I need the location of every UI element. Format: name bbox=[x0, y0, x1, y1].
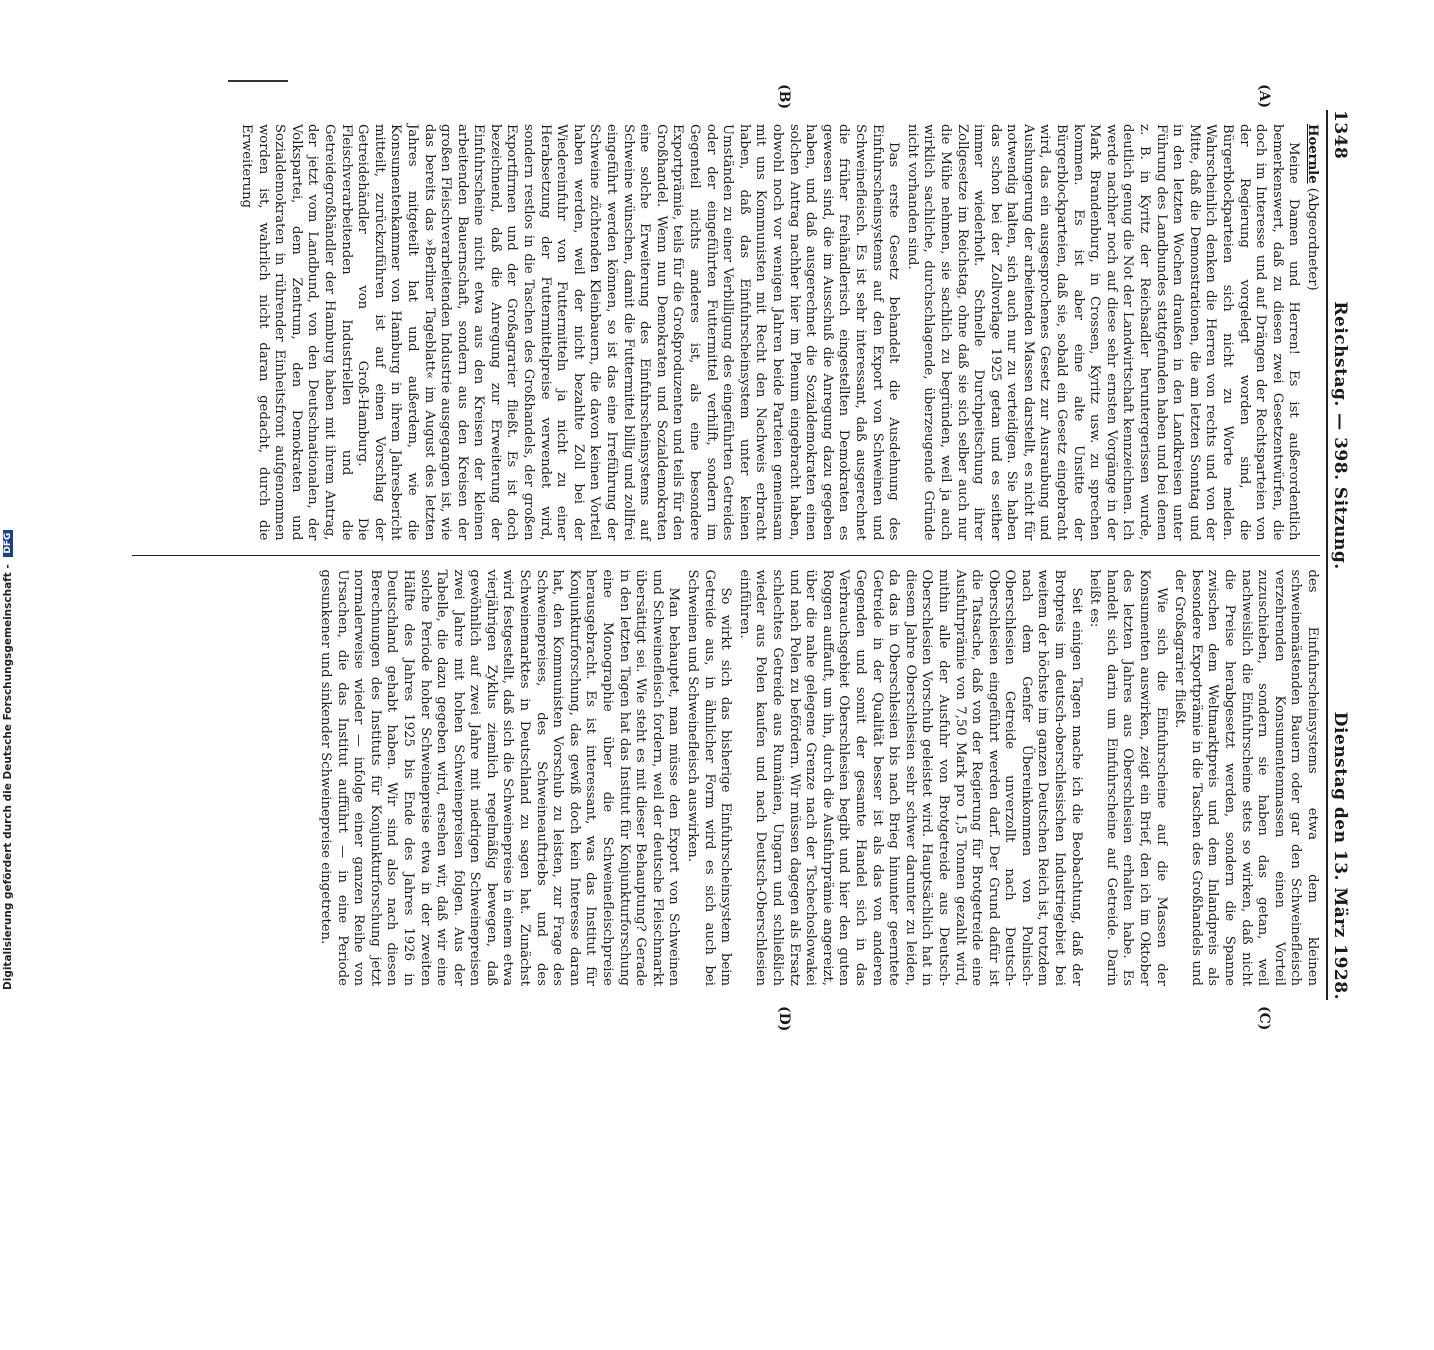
left-column bbox=[132, 110, 1320, 556]
right-paragraph-4: So wirkt sich das bisherige Einfuhrscheinsystem beim Getreide aus, in ähnlicher Form wird es sich auch bei Schweinen und Schweinefleisch auswirken. bbox=[685, 569, 734, 986]
digitization-credit bbox=[2, 0, 20, 1000]
right-paragraph-5: Man behauptet, man müsse den Export von Schweinen und Schweinefleisch fordern, weil der deutsche Fleischmarkt übersättigt sei. Wie steht es mit dieser Behauptung? Gerade in den letzten Tagen hat das Institut für Konjunkturforschung eine Monographie über die Schweinefleischpreise herausgebracht. Es ist interessant, was das Institut für Konjunkturforschung, das gewiß doch kein Interesse daran hat, den Kommunisten Vorschub zu leisten, zur Frage des Schweinepreises, des Schweineauftriebs und des Schweinemarktes in Deutschland zu sagen hat. Zunächst wird festgestellt, daß sich die Schweinepreise in einem etwa vierjährigen Zyklus ziemlich regelmäßig bewegen, daß gewöhnlich auf zwei Jahre mit niedrigen Schweinepreisen zwei Jahre mit hohen Schweinepreisen folgen. Aus der Tabelle, die dazu gegeben wird, ersehen wir, daß wir eine solche Periode hoher Schweinepreise etwa in der zweiten Hälfte des Jahres 1925 bis Ende des Jahres 1926 in Deutschland gehabt haben. Wir sind also nach diesen Berechnungen des Instituts für Konjunkturforschung jetzt normalerweise wieder — infolge einer ganzen Reihe von Ursachen, die das Institut aufführt — in eine Periode gesunkener und sinkender Schweinepreise eingetreten. bbox=[317, 569, 682, 986]
page-header bbox=[1326, 110, 1352, 1000]
right-paragraph-1: des Einfuhrscheinsystems etwa dem kleinen schweinemästenden Bauern oder gar den Schweinefleisch verzehrenden Konsumentenmassen einen Vorteil zuzuschieben, sondern sie haben das getan, weil nachweislich die Einfuhrscheine stets so wirken, daß nicht die Preise herabgesetzt werden, sondern die Spanne zwischen dem Weltmarktpreis und dem Inlandpreis als besondere Exportprämie in die Taschen des Großhandels und der Großagrarier fließt. bbox=[1172, 569, 1320, 986]
margin-mark-b: (B) bbox=[776, 84, 792, 110]
right-paragraph-2: Wie sich die Einfuhrscheine auf die Massen der Konsumenten auswirken, zeigt ein Brief, den ich im Oktober des letzten Jahres aus Oberschlesien erhalten habe. Es handelt sich darin um Einfuhrscheine auf Getreide. Darin heißt es: bbox=[1087, 569, 1169, 986]
pencil-mark bbox=[228, 80, 288, 82]
dfg-logo-icon: DFG bbox=[3, 530, 13, 557]
margin-mark-c: (C) bbox=[1256, 1006, 1272, 1031]
margin-mark-d: (D) bbox=[776, 1006, 792, 1032]
session-title: Reichstag. — 398. Sitzung. bbox=[1330, 301, 1350, 570]
page-number: 1348 bbox=[1330, 110, 1350, 160]
margin-mark-a: (A) bbox=[1256, 84, 1272, 109]
session-date: Dienstag den 13. März 1928. bbox=[1330, 711, 1350, 1000]
rotated-page bbox=[132, 84, 1352, 1350]
credit-text: Digitalisierung gefördert durch die Deutsche Forschungsgemeinschaft - bbox=[2, 564, 14, 990]
left-paragraph-1: Meine Damen und Herren! Es ist außerordentlich bemerkenswert, daß zu diesen zwei Gesetzentwürfen, die doch im Interesse und auf Drängen der Rechtsparteien von der Regierung vorgelegt worden sind, die Bürgerblockparteien sich nicht zu Worte melden. Wahrscheinlich denken die Herren von rechts und von der Mitte, daß die Demonstrationen, die am letzten Sonntag und in den letzten Wochen draußen in den Landkreisen unter Führung des Landbundes stattgefunden haben und bei denen z. B. in Kyritz der Reichsadler heruntergerissen wurde, deutlich genug die Not der Landwirtschaft kennzeichnen. Ich werde nachher noch auf diese sehr ernsten Vorgänge in der Mark Brandenburg, in Crossen, Kyritz usw. zu sprechen kommen. Es ist aber eine alte Unsitte der Bürgerblockparteien, daß sie, sobald ein Gesetz eingebracht wird, das ein ausgesprochenes Gesetz zur Ausraubung und Aushungerung der arbeitenden Massen darstellt, es nicht für notwendig halten, sich auch nur zu verteidigen. Sie haben das schon bei der Zollvorlage 1925 getan und es seither immer wiederholt. Schnelle Durchpeitschung ihrer Zollgesetze im Reichstag, ohne daß sie sich selber auch nur die Mühe nehmen, sie sachlich zu begründen, weil ja auch wirklich sachliche, durchschlagende, überzeugende Gründe nicht vorhanden sind. bbox=[904, 124, 1302, 541]
text-columns bbox=[132, 110, 1320, 1000]
page-content bbox=[132, 84, 1352, 1032]
right-column bbox=[132, 556, 1320, 1001]
right-paragraph-3: Seit einigen Tagen mache ich die Beobachtung, daß der Brotpreis im deutsch-oberschlesischen Industriegebiet bei weitem der höchste im ganzen Deutschen Reich ist, trotzdem nach dem Genfer Übereinkommen von Polnisch-Oberschlesien Getreide unverzollt nach Deutsch-Oberschlesien eingeführt werden darf. Der Grund dafür ist die Tatsache, daß von der Regierung für Brotgetreide eine Ausfuhrprämie von 7,50 Mark pro 1,5 Tonnen gezahlt wird, mithin alle der Ausfuhr von Brotgetreide aus Deutsch-Oberschlesien Vorschub geleistet wird. Hauptsächlich hat in diesem Jahre Oberschlesien sehr schwer darunter zu leiden, da das in Oberschlesien bis nach Brieg hinunter geerntete Getreide in der Qualität besser ist als das von anderen Gegenden und somit der gesamte Handel sich in das Verbrauchsgebiet Oberschlesien begibt und hier den guten Roggen auffauft, um ihn, durch die Ausfuhrprämie angereizt, über die nahe gelegene Grenze nach der Tschechoslowakei und nach Polen zu befördern. Wir müssen dagegen als Ersatz schlechtes Getreide aus Rumänien, Ungarn und schließlich wieder aus Polen kaufen und nach Deutsch-Oberschlesien einführen. bbox=[736, 569, 1084, 986]
speaker-role: (Abgeordneter) bbox=[1305, 187, 1320, 291]
speaker-line bbox=[1303, 124, 1320, 541]
left-paragraph-2: Das erste Gesetz behandelt die Ausdehnung des Einfuhrscheinsystems auf den Export von Schweinen und Schweinefleisch. Es ist sehr interessant, daß ausgerechnet die früher freihändlerisch eingestellten Demokraten es gewesen sind, die im Ausschuß die Anregung dazu gegeben haben, und daß ausgerechnet die Sozialdemokraten einen solchen Antrag nachher hier im Plenum eingebracht haben, obwohl noch vor wenigen Jahren beide Parteien gemeinsam mit uns Kommunisten mit Recht den Nachweis erbracht haben, daß das Einfuhrscheinsystem unter keinen Umständen zu einer Verbilligung des eingeführten Getreides oder der eingeführten Futtermittel verhilft, sondern im Gegenteil nichts anderes ist, als eine besondere Exportprämie, teils für die Großproduzenten und teils für den Großhandel. Wenn nun Demokraten und Sozialdemokraten eine solche Erweiterung des Einfuhrscheinsystems auf Schweine wünschen, damit die Futtermittel billig und zollfrei eingeführt werden können, so ist das eine Irreführung der Schweine züchtenden Kleinbauern, die davon keinen Vorteil haben werden, weil der nicht bezahlte Zoll bei der Wiedereinfuhr von Futtermitteln ja nicht zu einer Herabsetzung der Futtermittelpreise verwendet wird, sondern restlos in die Taschen des Großhandels, der großen Exportfirmen und der Großagrarier fließt. Es ist doch bezeichnend, daß die Anregung zur Erweiterung der Einfuhrscheine nicht etwa aus den Kreisen der kleinen arbeitenden Bauernschaft, sondern aus den Kreisen der großen Fleischverarbeitenden Industrie ausgegangen ist, wie das bereits das »Berliner Tageblatt« im August des letzten Jahres mitgeteilt hat und außerdem, wie die Konsumentenkammer von Hamburg in ihrem Jahresbericht mitteilt, zurückzuführen ist auf einen Vorschlag der Getreidehändler von Groß-Hamburg. Die Fleischverarbeitenden Industriellen und die Getreidegroßhändler der Hamburg haben mit ihrem Antrag, der jetzt vom Landbund, von den Deutschnationalen, der Volkspartei, dem Zentrum, den Demokraten und Sozialdemokraten in rührender Einheitsfront aufgenommen worden ist, wahrlich nicht daran gedacht, durch die Erweiterung bbox=[239, 124, 902, 541]
speaker-name: Hoernle bbox=[1305, 124, 1320, 184]
